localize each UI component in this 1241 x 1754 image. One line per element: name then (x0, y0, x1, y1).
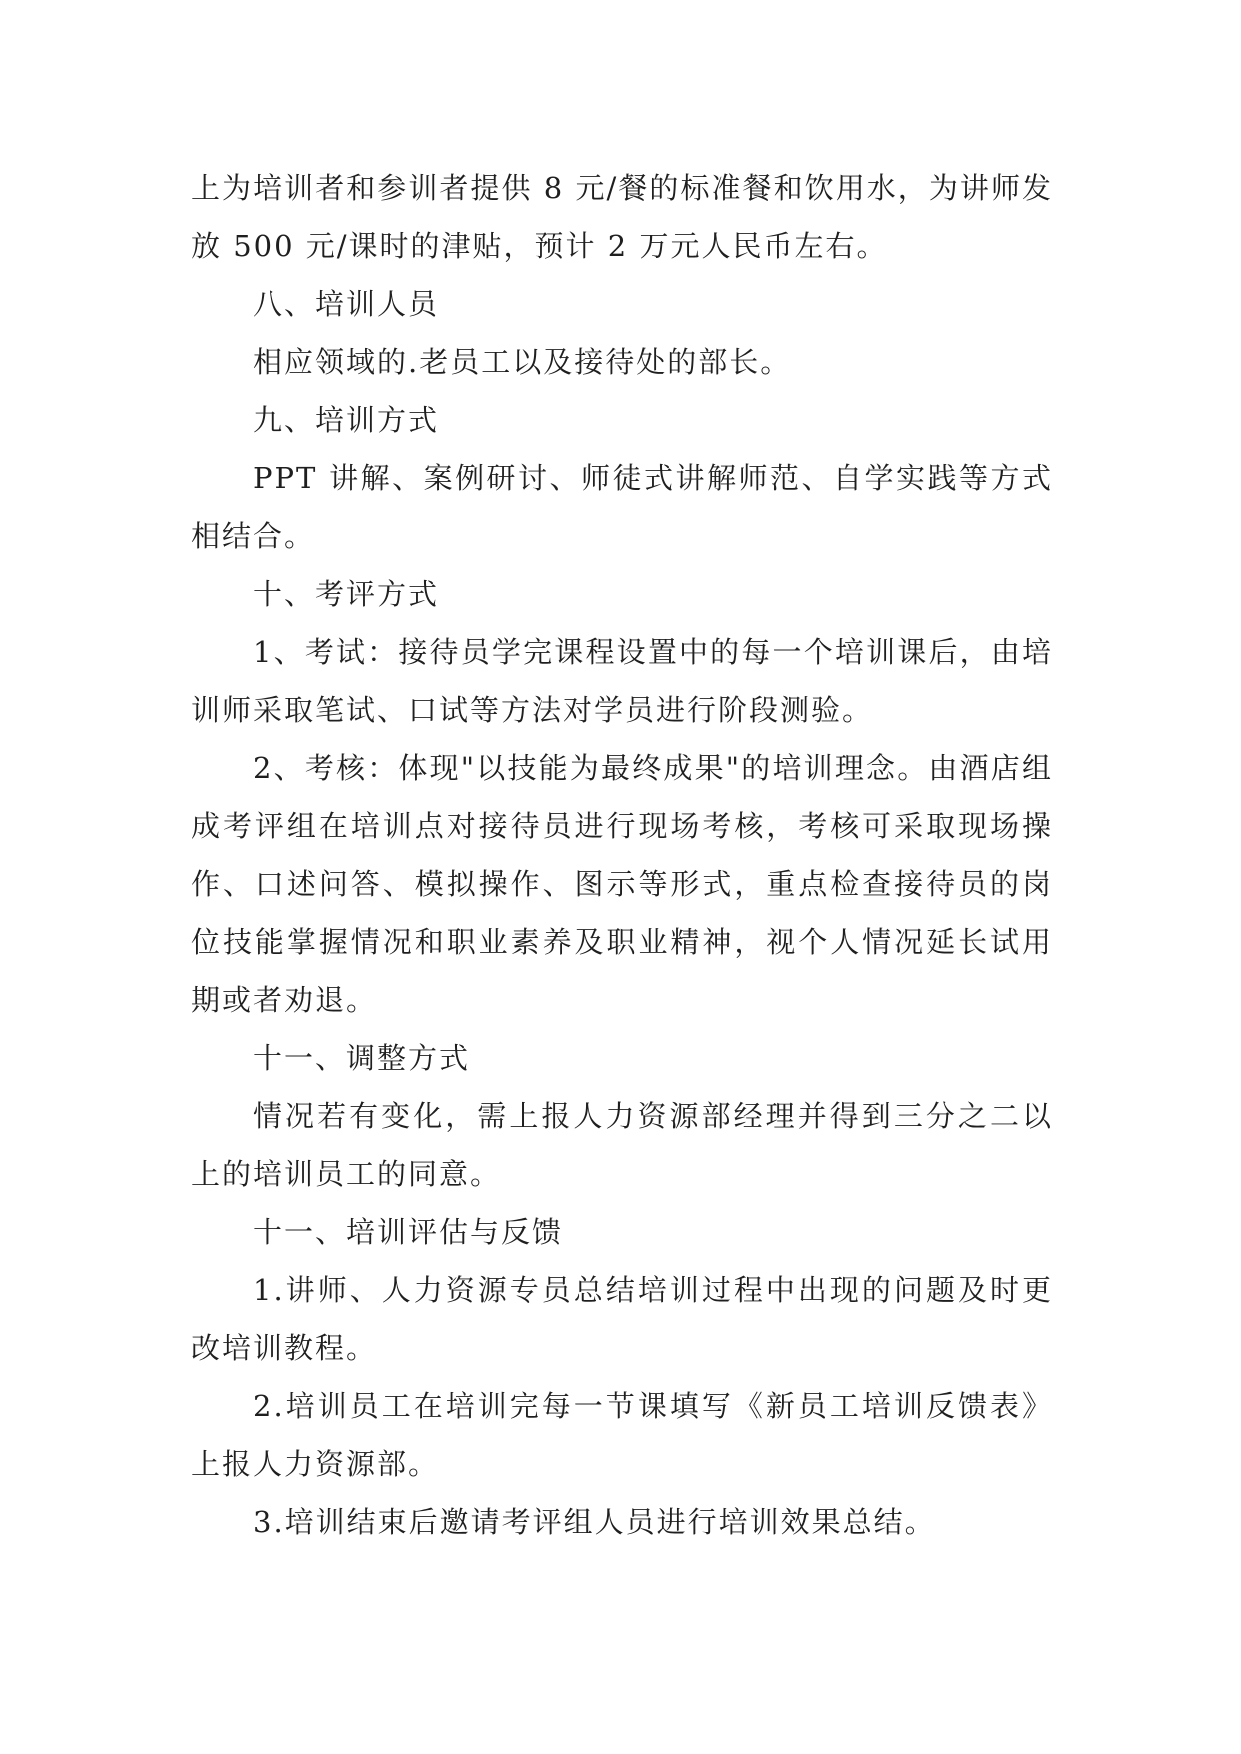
paragraph-adjustment: 情况若有变化，需上报人力资源部经理并得到三分之二以上的培训员工的同意。 (191, 1099, 1053, 1191)
list-item-feedback-3: 3.培训结束后邀请考评组人员进行培训效果总结。 (253, 1505, 936, 1539)
heading-training-method: 九、培训方式 (253, 403, 440, 437)
document-body (191, 159, 1053, 1551)
heading-evaluation-method: 十、考评方式 (253, 577, 440, 611)
heading-adjustment: 十一、调整方式 (253, 1041, 471, 1075)
heading-evaluation-feedback: 十一、培训评估与反馈 (253, 1215, 564, 1249)
paragraph-exam: 1、考试：接待员学完课程设置中的每一个培训课后，由培训师采取笔试、口试等方法对学员进行阶段测验。 (191, 635, 1053, 727)
list-item-feedback-2: 2.培训员工在培训完每一节课填写《新员工培训反馈表》上报人力资源部。 (191, 1389, 1053, 1481)
paragraph-budget-continued: 上为培训者和参训者提供 8 元/餐的标准餐和饮用水，为讲师发放 500 元/课时的津贴，预计 2 万元人民币左右。 (191, 171, 1053, 263)
paragraph-training-personnel: 相应领域的.老员工以及接待处的部长。 (253, 345, 792, 379)
paragraph-assessment: 2、考核：体现"以技能为最终成果"的培训理念。由酒店组成考评组在培训点对接待员进行现场考核，考核可采取现场操作、口述问答、模拟操作、图示等形式，重点检查接待员的岗位技能掌握情况和职业素养及职业精神，视个人情况延长试用期或者劝退。 (191, 751, 1053, 1017)
heading-training-personnel: 八、培训人员 (253, 287, 440, 321)
list-item-feedback-1: 1.讲师、人力资源专员总结培训过程中出现的问题及时更改培训教程。 (191, 1273, 1053, 1365)
paragraph-training-method: PPT 讲解、案例研讨、师徒式讲解师范、自学实践等方式相结合。 (191, 461, 1053, 553)
